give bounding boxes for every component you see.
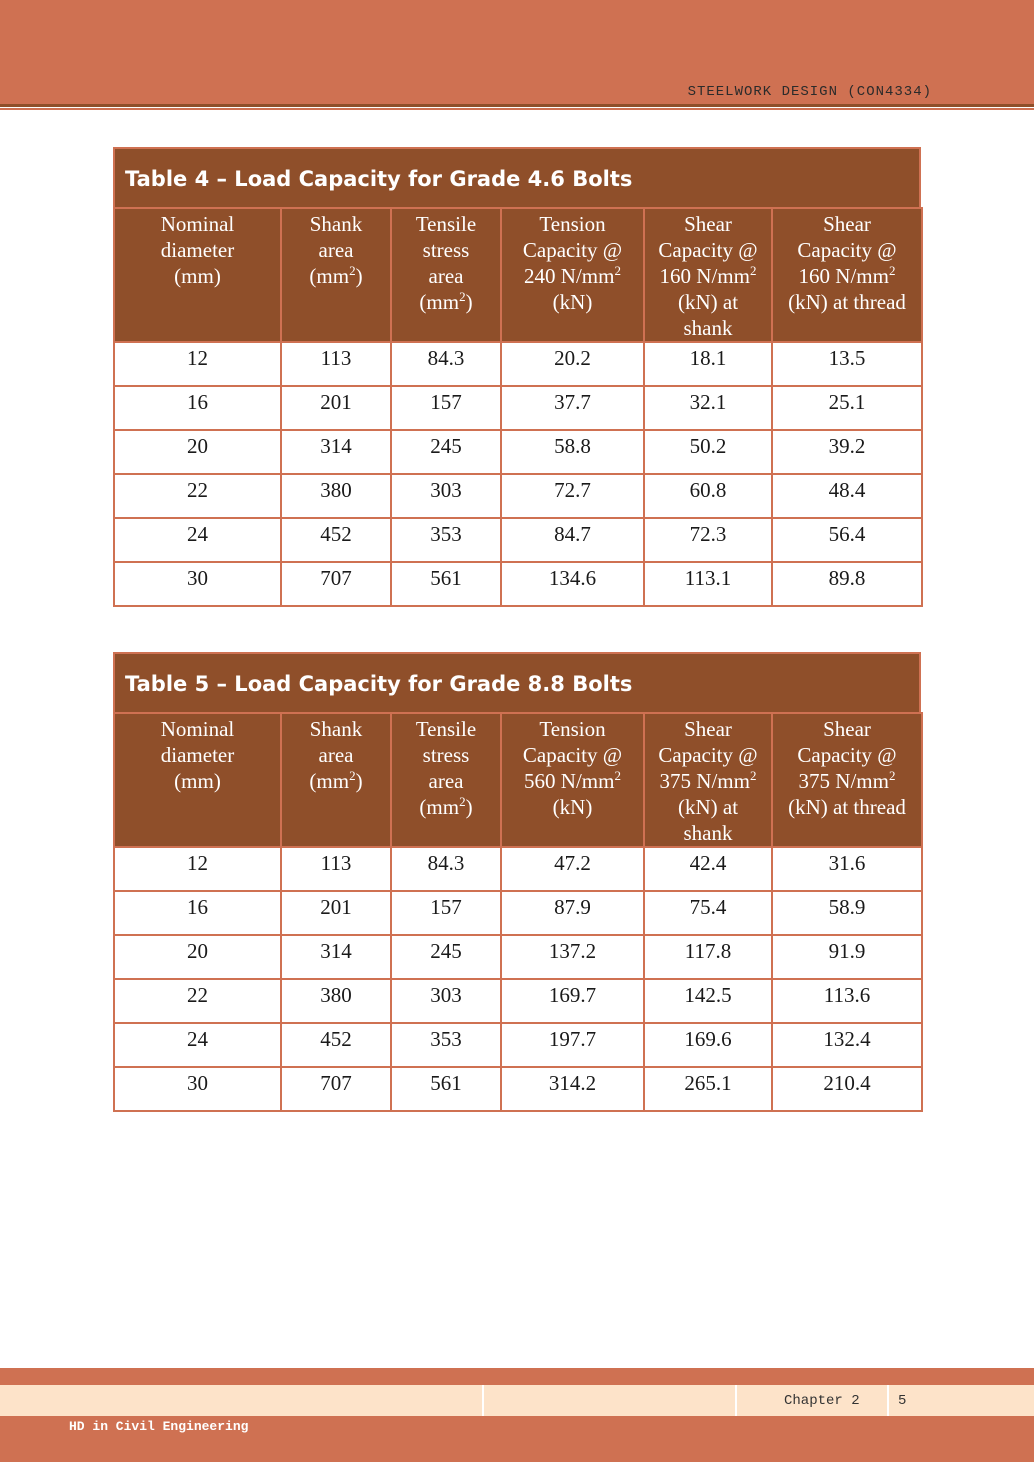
table-cell: 380 <box>281 979 391 1023</box>
header-divider <box>0 104 1034 107</box>
table-cell: 84.3 <box>391 342 501 386</box>
table-cell: 353 <box>391 1023 501 1067</box>
footer-strip <box>0 1384 1034 1417</box>
header-tension-capacity: Tension Capacity @ 560 $N/mm^2$ (kN) <box>501 713 644 847</box>
footer-cell-empty <box>0 1385 484 1417</box>
table-title: Table 5 – Load Capacity for Grade 8.8 Bolts <box>113 652 921 712</box>
table-cell: 132.4 <box>772 1023 922 1067</box>
table-row <box>114 474 922 518</box>
table-cell: 201 <box>281 891 391 935</box>
table-cell: 245 <box>391 935 501 979</box>
table-cell: 75.4 <box>644 891 772 935</box>
table-row <box>114 562 922 606</box>
table-row <box>114 979 922 1023</box>
table-cell: 134.6 <box>501 562 644 606</box>
table-cell: 113.1 <box>644 562 772 606</box>
table-cell: 72.3 <box>644 518 772 562</box>
header-tension-capacity: Tension Capacity @ 240 $N/mm^2$ (kN) <box>501 208 644 342</box>
table-cell: 30 <box>114 562 281 606</box>
table-cell: 48.4 <box>772 474 922 518</box>
table-cell: 39.2 <box>772 430 922 474</box>
table-cell: 56.4 <box>772 518 922 562</box>
table-cell: 303 <box>391 979 501 1023</box>
table-cell: 50.2 <box>644 430 772 474</box>
table-title: Table 4 – Load Capacity for Grade 4.6 Bolts <box>113 147 921 207</box>
table-cell: 12 <box>114 342 281 386</box>
table-cell: 84.3 <box>391 847 501 891</box>
header-tensile-stress-area: Tensile stress area $(mm^2)$ <box>391 208 501 342</box>
table-cell: 24 <box>114 518 281 562</box>
table-row <box>114 847 922 891</box>
table-cell: 314 <box>281 430 391 474</box>
table-cell: 561 <box>391 562 501 606</box>
table-cell: 314 <box>281 935 391 979</box>
table-cell: 707 <box>281 1067 391 1111</box>
table-cell: 12 <box>114 847 281 891</box>
page-number: 5 <box>898 1393 907 1409</box>
table-cell: 87.9 <box>501 891 644 935</box>
footer-band <box>0 1368 1034 1384</box>
header-shear-capacity-thread: Shear Capacity @ 375 $N/mm^2$ (kN) at thread <box>772 713 922 847</box>
footer-page-cell <box>889 1385 1034 1417</box>
header-band <box>0 0 1034 104</box>
table-5-block <box>113 652 921 1112</box>
header-tensile-stress-area: Tensile stress area $(mm^2)$ <box>391 713 501 847</box>
table-cell: 452 <box>281 1023 391 1067</box>
table-cell: 13.5 <box>772 342 922 386</box>
load-capacity-table <box>113 712 923 1112</box>
table-row <box>114 935 922 979</box>
footer-chapter: Chapter 2 <box>784 1393 860 1409</box>
footer-course-name: HD in Civil Engineering <box>69 1419 249 1434</box>
table-cell: 314.2 <box>501 1067 644 1111</box>
table-cell: 157 <box>391 891 501 935</box>
header-shear-capacity-shank: Shear Capacity @ 160 $N/mm^2$ (kN) at shank <box>644 208 772 342</box>
header-divider-thin <box>0 108 1034 110</box>
table-row <box>114 342 922 386</box>
table-cell: 707 <box>281 562 391 606</box>
header-shank-area: Shank area $(mm^2)$ <box>281 208 391 342</box>
table-cell: 142.5 <box>644 979 772 1023</box>
table-row <box>114 1067 922 1111</box>
table-header-row <box>114 208 922 342</box>
table-cell: 24 <box>114 1023 281 1067</box>
table-cell: 42.4 <box>644 847 772 891</box>
table-cell: 353 <box>391 518 501 562</box>
table-cell: 16 <box>114 386 281 430</box>
table-row <box>114 386 922 430</box>
table-cell: 58.8 <box>501 430 644 474</box>
table-cell: 113.6 <box>772 979 922 1023</box>
table-cell: 16 <box>114 891 281 935</box>
footer-chapter-cell <box>737 1385 889 1417</box>
table-cell: 84.7 <box>501 518 644 562</box>
table-cell: 245 <box>391 430 501 474</box>
header-shear-capacity-shank: Shear Capacity @ 375 $N/mm^2$ (kN) at shank <box>644 713 772 847</box>
table-cell: 265.1 <box>644 1067 772 1111</box>
table-cell: 72.7 <box>501 474 644 518</box>
table-header-row <box>114 713 922 847</box>
table-cell: 30 <box>114 1067 281 1111</box>
table-cell: 32.1 <box>644 386 772 430</box>
table-row <box>114 891 922 935</box>
table-cell: 452 <box>281 518 391 562</box>
table-cell: 58.9 <box>772 891 922 935</box>
table-4-block <box>113 147 921 607</box>
table-cell: 113 <box>281 342 391 386</box>
table-cell: 31.6 <box>772 847 922 891</box>
header-shank-area: Shank area $(mm^2)$ <box>281 713 391 847</box>
table-cell: 380 <box>281 474 391 518</box>
table-cell: 561 <box>391 1067 501 1111</box>
header-shear-capacity-thread: Shear Capacity @ 160 $N/mm^2$ (kN) at thread <box>772 208 922 342</box>
table-cell: 91.9 <box>772 935 922 979</box>
table-row <box>114 430 922 474</box>
table-row <box>114 518 922 562</box>
table-cell: 157 <box>391 386 501 430</box>
table-cell: 22 <box>114 979 281 1023</box>
table-cell: 169.6 <box>644 1023 772 1067</box>
table-row <box>114 1023 922 1067</box>
table-cell: 37.7 <box>501 386 644 430</box>
table-cell: 20 <box>114 935 281 979</box>
load-capacity-table <box>113 207 923 607</box>
document-header-title: STEELWORK DESIGN (CON4334) <box>687 84 932 100</box>
table-cell: 117.8 <box>644 935 772 979</box>
table-cell: 20 <box>114 430 281 474</box>
table-cell: 197.7 <box>501 1023 644 1067</box>
table-cell: 60.8 <box>644 474 772 518</box>
table-cell: 201 <box>281 386 391 430</box>
header-nominal-diameter: Nominal diameter (mm) <box>114 713 281 847</box>
table-cell: 303 <box>391 474 501 518</box>
table-cell: 210.4 <box>772 1067 922 1111</box>
table-cell: 169.7 <box>501 979 644 1023</box>
table-cell: 89.8 <box>772 562 922 606</box>
footer-cell-empty <box>484 1385 737 1417</box>
table-cell: 137.2 <box>501 935 644 979</box>
table-cell: 18.1 <box>644 342 772 386</box>
table-cell: 47.2 <box>501 847 644 891</box>
table-cell: 20.2 <box>501 342 644 386</box>
table-cell: 25.1 <box>772 386 922 430</box>
header-nominal-diameter: Nominal diameter (mm) <box>114 208 281 342</box>
table-cell: 22 <box>114 474 281 518</box>
table-cell: 113 <box>281 847 391 891</box>
